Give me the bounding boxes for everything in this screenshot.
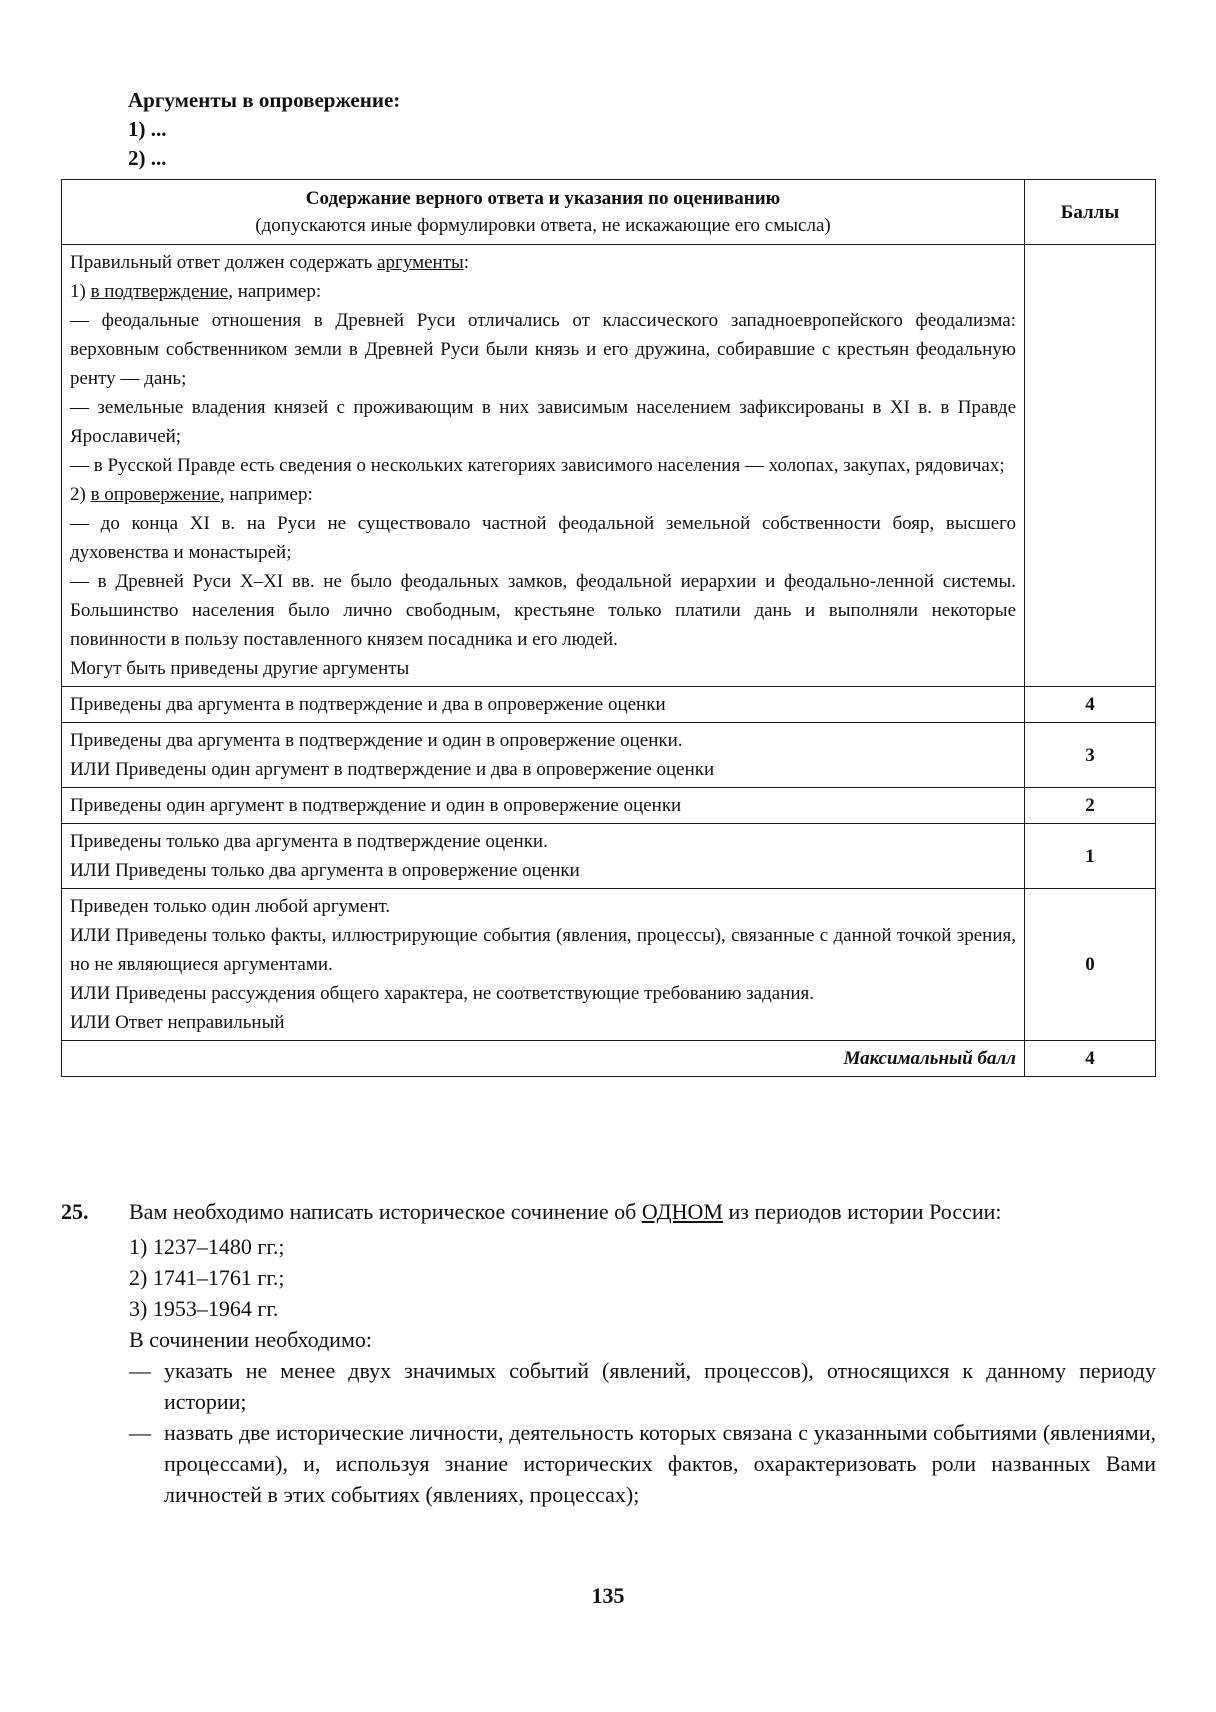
- criterion-score: 3: [1025, 723, 1156, 788]
- requirement-text: назвать две исторические личности, деятельность которых связана с указанными событиями (явлениями, процессами), и, используя знание исторических фактов, охарактеризовать роли названных Вами личностей в этих событиях (явлениях, процессах);: [164, 1420, 1156, 1507]
- answer-underlined: в опровержение: [90, 484, 220, 505]
- dash-marker: —: [129, 1420, 151, 1445]
- task-intro-text: Вам необходимо написать историческое сочинение об: [129, 1199, 642, 1224]
- requirements-heading: В сочинении необходимо:: [129, 1327, 372, 1352]
- criterion-line: ИЛИ Приведены только два аргумента в опровержение оценки: [70, 860, 580, 881]
- score-header: Баллы: [1025, 180, 1156, 245]
- period-item: 3) 1953–1964 гг.: [129, 1296, 279, 1321]
- intro-block: [128, 86, 400, 173]
- criterion-line: Приведены два аргумента в подтверждение и один в опровержение оценки.: [70, 730, 683, 751]
- criterion-line: Приведен только один любой аргумент.: [70, 896, 391, 917]
- period-list: [129, 1231, 1156, 1324]
- criterion-text: [62, 687, 1025, 723]
- answer-score-empty: [1025, 245, 1156, 687]
- intro-line-1: 1) ...: [128, 117, 167, 141]
- answer-line: [70, 277, 1016, 306]
- task-25: [61, 1196, 1156, 1510]
- task-intro-text: из периодов истории России:: [722, 1199, 1002, 1224]
- intro-heading: Аргументы в опровержение:: [128, 88, 401, 112]
- answer-paragraph: — в Русской Правде есть сведения о нескольких категориях зависимого населения — холопах, закупах, рядовичах;: [70, 455, 1005, 476]
- requirement-item: [129, 1355, 1156, 1417]
- answer-text: :: [463, 252, 470, 273]
- criterion-line: Приведены только два аргумента в подтверждение оценки.: [70, 831, 548, 852]
- criterion-line: Приведены два аргумента в подтверждение и два в опровержение оценки: [70, 694, 666, 715]
- answer-line: [70, 480, 1016, 509]
- answer-text: 1): [70, 281, 91, 302]
- table-row: [62, 723, 1156, 788]
- answer-underlined: в подтверждение: [90, 281, 229, 302]
- content-header-title: Содержание верного ответа и указания по оцениванию: [305, 188, 781, 209]
- criterion-line: ИЛИ Приведены один аргумент в подтверждение и два в опровержение оценки: [70, 759, 715, 780]
- answer-paragraph: — в Древней Руси X–XI вв. не было феодальных замков, феодальной иерархии и феодально-ленной системы. Большинство населения было лично свободным, крестьяне только платили дань и выполняли некоторые повинности в пользу поставленного князем посадника и его людей.: [70, 571, 1016, 650]
- table-row: [62, 687, 1156, 723]
- content-header-subtitle: (допускаются иные формулировки ответа, не искажающие его смысла): [255, 215, 831, 236]
- period-item: 2) 1741–1761 гг.;: [129, 1265, 285, 1290]
- criterion-text: [62, 824, 1025, 889]
- task-number: 25.: [61, 1199, 89, 1224]
- answer-text: , например:: [219, 484, 313, 505]
- max-score-label: Максимальный балл: [62, 1041, 1025, 1077]
- answer-text: , например:: [228, 281, 322, 302]
- table-row: [62, 788, 1156, 824]
- task-intro: [129, 1196, 1156, 1227]
- criterion-score: 4: [1025, 687, 1156, 723]
- criterion-score: 2: [1025, 788, 1156, 824]
- answer-row: [62, 245, 1156, 687]
- answer-paragraph: — феодальные отношения в Древней Руси отличались от классического западноевропейского феодализма: верховным собственником земли в Древней Руси были князь и его дружина, собиравшие с крестьян феодальную ренту — дань;: [70, 310, 1016, 389]
- task-body: [129, 1196, 1156, 1510]
- answer-underlined: аргументы: [377, 252, 464, 273]
- max-score-value: 4: [1025, 1041, 1156, 1077]
- dash-marker: —: [129, 1358, 151, 1383]
- intro-line-2: 2) ...: [128, 146, 167, 170]
- max-score-row: [62, 1041, 1156, 1077]
- table-row: [62, 824, 1156, 889]
- criterion-text: [62, 889, 1025, 1041]
- requirement-item: [129, 1417, 1156, 1510]
- content-header: [62, 180, 1025, 245]
- answer-paragraph: Могут быть приведены другие аргументы: [70, 658, 410, 679]
- answer-text: Правильный ответ должен содержать: [70, 252, 378, 273]
- answer-paragraph: — земельные владения князей с проживающим в них зависимым населением зафиксированы в XI в. в Правде Ярославичей;: [70, 397, 1016, 447]
- period-item: 1) 1237–1480 гг.;: [129, 1234, 285, 1259]
- table-row: [62, 889, 1156, 1041]
- criterion-line: ИЛИ Приведены рассуждения общего характера, не соответствующие требованию задания.: [70, 983, 815, 1004]
- criterion-text: [62, 788, 1025, 824]
- answer-paragraph: — до конца XI в. на Руси не существовало частной феодальной земельной собственности бояр, высшего духовенства и монастырей;: [70, 513, 1016, 563]
- task-intro-emphasis: ОДНОМ: [641, 1199, 723, 1224]
- requirement-text: указать не менее двух значимых событий (явлений, процессов), относящихся к данному периоду истории;: [164, 1358, 1156, 1414]
- criterion-score: 1: [1025, 824, 1156, 889]
- answer-line: [70, 248, 1016, 277]
- answer-content: [62, 245, 1025, 687]
- criterion-line: ИЛИ Ответ неправильный: [70, 1012, 285, 1033]
- criterion-line: Приведены один аргумент в подтверждение и один в опровержение оценки: [70, 795, 682, 816]
- answer-text: 2): [70, 484, 91, 505]
- table-header-row: [62, 180, 1156, 245]
- criterion-text: [62, 723, 1025, 788]
- criteria-table: [61, 179, 1156, 1077]
- criterion-line: ИЛИ Приведены только факты, иллюстрирующие события (явления, процессы), связанные с данной точкой зрения, но не являющиеся аргументами.: [70, 925, 1016, 975]
- page-number: 135: [591, 1583, 625, 1608]
- criterion-score: 0: [1025, 889, 1156, 1041]
